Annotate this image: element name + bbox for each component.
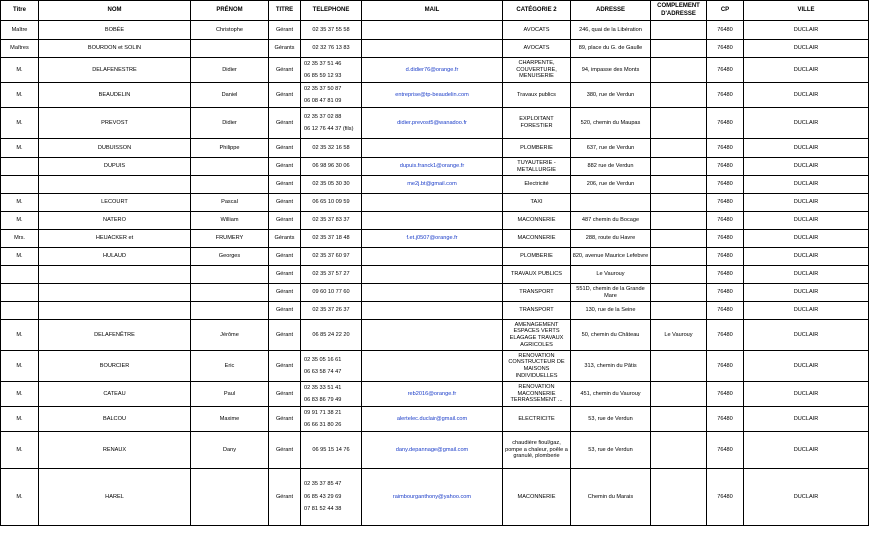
cell-ville: DUCLAIR <box>744 302 869 320</box>
cell-ville: DUCLAIR <box>744 139 869 158</box>
cell-cat: TAXI <box>503 194 571 212</box>
cell-cp: 76480 <box>707 40 744 58</box>
cell-telephone <box>301 58 362 83</box>
phone-number: 06 98 96 30 06 <box>312 163 350 170</box>
cell-telephone <box>301 21 362 40</box>
cell-titre2: Gérant <box>269 158 301 176</box>
cell-nom <box>39 284 191 302</box>
table-row <box>1 58 869 83</box>
col-adresse-header: ADRESSE <box>571 1 651 21</box>
phone-number: 02 35 37 50 87 <box>304 85 342 92</box>
cell-cp: 76480 <box>707 230 744 248</box>
cell-cp: 76480 <box>707 320 744 351</box>
cell-cat: TRANSPORT <box>503 284 571 302</box>
table-header <box>1 1 869 21</box>
col-nom-header: NOM <box>39 1 191 21</box>
cell-titre: M. <box>1 407 39 432</box>
cell-nom: LECOURT <box>39 194 191 212</box>
cell-cp: 76480 <box>707 83 744 108</box>
cell-cp: 76480 <box>707 108 744 139</box>
cell-nom: BALCOU <box>39 407 191 432</box>
cell-comp <box>651 21 707 40</box>
cell-telephone <box>301 351 362 382</box>
cell-cat: MACONNERIE <box>503 212 571 230</box>
phone-number: 06 85 24 22 20 <box>312 331 350 338</box>
col-titre2-header: TITRE <box>269 1 301 21</box>
cell-comp <box>651 407 707 432</box>
cell-titre: M. <box>1 351 39 382</box>
phone-number: 02 35 05 16 61 <box>304 356 342 363</box>
cell-telephone <box>301 469 362 526</box>
cell-prenom: FRUMERY <box>191 230 269 248</box>
cell-adresse: 130, rue de la Seine <box>571 302 651 320</box>
cell-telephone <box>301 432 362 469</box>
cell-ville: DUCLAIR <box>744 21 869 40</box>
cell-cp: 76480 <box>707 407 744 432</box>
cell-adresse: 89, place du G. de Gaulle <box>571 40 651 58</box>
cell-nom: BOBÉE <box>39 21 191 40</box>
cell-nom: NATERO <box>39 212 191 230</box>
cell-prenom <box>191 40 269 58</box>
cell-comp <box>651 248 707 266</box>
cell-comp <box>651 158 707 176</box>
cell-nom: DUBUISSON <box>39 139 191 158</box>
table-row <box>1 194 869 212</box>
phone-number: 02 35 37 26 37 <box>312 307 350 314</box>
table-row <box>1 176 869 194</box>
cell-prenom: Philippe <box>191 139 269 158</box>
table-body <box>1 21 869 526</box>
cell-prenom: Didier <box>191 108 269 139</box>
table-row <box>1 407 869 432</box>
cell-cp: 76480 <box>707 302 744 320</box>
cell-titre: M. <box>1 212 39 230</box>
cell-ville: DUCLAIR <box>744 176 869 194</box>
phone-number: 06 85 59 12 93 <box>304 72 342 79</box>
cell-comp: Le Vaurouy <box>651 320 707 351</box>
col-telephone-header: TELEPHONE <box>301 1 362 21</box>
cell-titre2: Gérant <box>269 248 301 266</box>
cell-telephone <box>301 108 362 139</box>
cell-nom <box>39 266 191 284</box>
cell-adresse: 551D, chemin de la Grande Mare <box>571 284 651 302</box>
cell-nom: DELAFENÊTRE <box>39 320 191 351</box>
col-titre-header: Titre <box>1 1 39 21</box>
cell-mail <box>362 320 503 351</box>
cell-cat: RENOVATION CONSTRUCTEUR DE MAISONS INDIVIDUELLES <box>503 351 571 382</box>
cell-ville: DUCLAIR <box>744 230 869 248</box>
cell-nom: HEUACKER et <box>39 230 191 248</box>
cell-titre2: Gérant <box>269 176 301 194</box>
cell-telephone <box>301 284 362 302</box>
cell-titre: M. <box>1 248 39 266</box>
cell-cp: 76480 <box>707 284 744 302</box>
cell-ville: DUCLAIR <box>744 407 869 432</box>
cell-titre: Maître <box>1 21 39 40</box>
cell-cp: 76480 <box>707 194 744 212</box>
cell-titre: M. <box>1 108 39 139</box>
cell-telephone <box>301 230 362 248</box>
table-row <box>1 248 869 266</box>
cell-prenom: Daniel <box>191 83 269 108</box>
phone-number: 06 66 31 80 26 <box>304 421 342 428</box>
cell-nom: HAREL <box>39 469 191 526</box>
cell-ville: DUCLAIR <box>744 108 869 139</box>
cell-mail[interactable]: reb2016@orange.fr <box>362 382 503 407</box>
cell-titre: M. <box>1 139 39 158</box>
cell-cp: 76480 <box>707 158 744 176</box>
cell-titre <box>1 176 39 194</box>
cell-prenom <box>191 302 269 320</box>
cell-adresse: 313, chemin du Pâtis <box>571 351 651 382</box>
cell-nom: RENAUX <box>39 432 191 469</box>
phone-number: 09 91 71 38 21 <box>304 409 342 416</box>
cell-mail[interactable]: alertelec.duclair@gmail.com <box>362 407 503 432</box>
cell-cat: TUYAUTERIE - METALLURGIE <box>503 158 571 176</box>
cell-telephone <box>301 176 362 194</box>
cell-comp <box>651 284 707 302</box>
cell-adresse: 50, chemin du Château <box>571 320 651 351</box>
cell-cat: RENOVATION MACONNERIE TERRASSEMENT ... <box>503 382 571 407</box>
table-row <box>1 108 869 139</box>
cell-telephone <box>301 266 362 284</box>
cell-prenom: Didier <box>191 58 269 83</box>
table-row <box>1 432 869 469</box>
cell-comp <box>651 139 707 158</box>
phone-number: 02 35 37 57 27 <box>312 271 350 278</box>
cell-cp: 76480 <box>707 139 744 158</box>
cell-telephone <box>301 382 362 407</box>
cell-titre2: Gérant <box>269 320 301 351</box>
phone-number: 09 60 10 77 60 <box>312 289 350 296</box>
phone-number: 02 35 37 83 37 <box>312 217 350 224</box>
cell-cat: AVOCATS <box>503 40 571 58</box>
cell-mail <box>362 21 503 40</box>
phone-number: 02 35 37 85 47 <box>304 480 342 487</box>
cell-telephone <box>301 212 362 230</box>
cell-cat: chaudière fioul/gaz, pompe a chaleur, poêle a granulé, plomberie <box>503 432 571 469</box>
table-row <box>1 266 869 284</box>
cell-mail <box>362 284 503 302</box>
table-row <box>1 158 869 176</box>
cell-comp <box>651 302 707 320</box>
cell-cp: 76480 <box>707 469 744 526</box>
cell-cp: 76480 <box>707 351 744 382</box>
col-cp-header: CP <box>707 1 744 21</box>
cell-prenom: William <box>191 212 269 230</box>
cell-ville: DUCLAIR <box>744 469 869 526</box>
cell-nom: BOURDON et SOLIN <box>39 40 191 58</box>
cell-nom: HULAUD <box>39 248 191 266</box>
cell-prenom <box>191 176 269 194</box>
cell-cp: 76480 <box>707 432 744 469</box>
table-row <box>1 320 869 351</box>
cell-ville: DUCLAIR <box>744 158 869 176</box>
phone-number: 02 35 37 55 58 <box>312 26 350 33</box>
cell-adresse <box>571 194 651 212</box>
cell-comp <box>651 40 707 58</box>
table-row <box>1 284 869 302</box>
cell-ville: DUCLAIR <box>744 83 869 108</box>
cell-mail <box>362 248 503 266</box>
cell-comp <box>651 432 707 469</box>
cell-telephone <box>301 248 362 266</box>
cell-adresse: Le Vaurouy <box>571 266 651 284</box>
cell-cat: TRANSPORT <box>503 302 571 320</box>
cell-prenom: Maxime <box>191 407 269 432</box>
col-prenom-header: PRÉNOM <box>191 1 269 21</box>
cell-titre: M. <box>1 382 39 407</box>
cell-telephone <box>301 158 362 176</box>
cell-adresse: 53, rue de Verdun <box>571 407 651 432</box>
phone-number: 07 81 52 44 38 <box>304 506 342 513</box>
cell-titre2: Gérant <box>269 83 301 108</box>
col-complement-header: COMPLEMENT D'ADRESSE <box>651 1 707 21</box>
cell-adresse: 94, impasse des Monts <box>571 58 651 83</box>
cell-comp <box>651 58 707 83</box>
cell-mail <box>362 212 503 230</box>
cell-cp: 76480 <box>707 266 744 284</box>
phone-number: 02 32 76 13 83 <box>312 45 350 52</box>
cell-prenom: Eric <box>191 351 269 382</box>
cell-adresse: 520, chemin du Maupas <box>571 108 651 139</box>
cell-ville: DUCLAIR <box>744 248 869 266</box>
cell-mail <box>362 266 503 284</box>
table-row <box>1 302 869 320</box>
table-row <box>1 382 869 407</box>
cell-nom: DUPUIS <box>39 158 191 176</box>
cell-cat: MACONNERIE <box>503 469 571 526</box>
cell-prenom: Christophe <box>191 21 269 40</box>
table-row <box>1 83 869 108</box>
phone-number: 02 35 37 02 88 <box>304 113 342 120</box>
table-row <box>1 469 869 526</box>
cell-titre2: Gérant <box>269 407 301 432</box>
cell-cat: CHARPENTE, COUVERTURE, MENUISERIE <box>503 58 571 83</box>
phone-number: 02 35 37 60 97 <box>312 253 350 260</box>
cell-comp <box>651 230 707 248</box>
cell-titre <box>1 158 39 176</box>
cell-adresse: 820, avenue Maurice Lefebvre <box>571 248 651 266</box>
phone-number: 02 35 05 30 30 <box>312 181 350 188</box>
table-row <box>1 139 869 158</box>
phone-number: 02 35 37 51 46 <box>304 60 342 67</box>
cell-mail[interactable]: dany.depannage@gmail.com <box>362 432 503 469</box>
cell-cat: PLOMBERIE <box>503 139 571 158</box>
cell-titre: M. <box>1 320 39 351</box>
cell-comp <box>651 194 707 212</box>
cell-nom: PREVOST <box>39 108 191 139</box>
table-row <box>1 351 869 382</box>
cell-comp <box>651 176 707 194</box>
cell-adresse: 288, route du Havre <box>571 230 651 248</box>
cell-titre2: Gérants <box>269 230 301 248</box>
cell-mail <box>362 302 503 320</box>
cell-adresse: 487 chemin du Bocage <box>571 212 651 230</box>
cell-titre2: Gérant <box>269 212 301 230</box>
phone-number: 02 35 33 51 41 <box>304 384 342 391</box>
cell-prenom <box>191 158 269 176</box>
cell-cat: Travaux publics <box>503 83 571 108</box>
cell-cat: TRAVAUX PUBLICS <box>503 266 571 284</box>
cell-titre2: Gérant <box>269 139 301 158</box>
cell-telephone <box>301 302 362 320</box>
phone-number: 06 85 43 29 69 <box>304 493 342 500</box>
cell-cp: 76480 <box>707 58 744 83</box>
cell-cat: ELECTRICITE <box>503 407 571 432</box>
cell-adresse: 246, quai de la Libération <box>571 21 651 40</box>
cell-titre2: Gérant <box>269 21 301 40</box>
cell-titre2: Gérant <box>269 351 301 382</box>
cell-prenom: Jérôme <box>191 320 269 351</box>
cell-titre: M. <box>1 194 39 212</box>
cell-cp: 76480 <box>707 212 744 230</box>
cell-mail[interactable]: d.didier76@orange.fr <box>362 58 503 83</box>
cell-adresse: 451, chemin du Vaurouy <box>571 382 651 407</box>
cell-adresse: 380, rue de Verdun <box>571 83 651 108</box>
cell-mail <box>362 351 503 382</box>
cell-nom: DELAFENESTRE <box>39 58 191 83</box>
cell-mail <box>362 194 503 212</box>
cell-titre2: Gérant <box>269 284 301 302</box>
cell-ville: DUCLAIR <box>744 382 869 407</box>
cell-ville: DUCLAIR <box>744 284 869 302</box>
cell-mail[interactable]: me2j.bt@gmail.com <box>362 176 503 194</box>
cell-nom <box>39 302 191 320</box>
cell-telephone <box>301 407 362 432</box>
cell-titre <box>1 284 39 302</box>
phone-number: 06 83 86 79 49 <box>304 396 342 403</box>
cell-cp: 76480 <box>707 248 744 266</box>
cell-ville: DUCLAIR <box>744 194 869 212</box>
cell-cat: Electricité <box>503 176 571 194</box>
cell-adresse: 206, rue de Verdun <box>571 176 651 194</box>
cell-mail[interactable]: f.et.j0507@orange.fr <box>362 230 503 248</box>
header-row <box>1 1 869 21</box>
cell-titre2: Gérant <box>269 302 301 320</box>
cell-titre <box>1 266 39 284</box>
cell-comp <box>651 266 707 284</box>
cell-nom <box>39 176 191 194</box>
cell-adresse: 53, rue de Verdun <box>571 432 651 469</box>
cell-cp: 76480 <box>707 176 744 194</box>
cell-comp <box>651 469 707 526</box>
cell-titre <box>1 302 39 320</box>
cell-mail[interactable]: dupuis.franck1@orange.fr <box>362 158 503 176</box>
cell-titre2: Gérant <box>269 58 301 83</box>
cell-adresse: Chemin du Marais <box>571 469 651 526</box>
cell-prenom <box>191 284 269 302</box>
cell-cp: 76480 <box>707 21 744 40</box>
cell-titre2: Gérant <box>269 469 301 526</box>
cell-comp <box>651 212 707 230</box>
cell-ville: DUCLAIR <box>744 432 869 469</box>
cell-adresse: 882 rue de Verdun <box>571 158 651 176</box>
phone-number: 02 35 37 18 48 <box>312 235 350 242</box>
cell-titre2: Gérant <box>269 266 301 284</box>
cell-ville: DUCLAIR <box>744 351 869 382</box>
cell-adresse: 637, rue de Verdun <box>571 139 651 158</box>
cell-titre2: Gérant <box>269 194 301 212</box>
cell-comp <box>651 83 707 108</box>
cell-ville: DUCLAIR <box>744 212 869 230</box>
cell-cat: EXPLOITANT FORESTIER <box>503 108 571 139</box>
cell-telephone <box>301 40 362 58</box>
cell-mail <box>362 40 503 58</box>
cell-cat: AMENAGEMENT ESPACES VERTS ELAGAGE TRAVAUX AGRICOLES <box>503 320 571 351</box>
table-row <box>1 230 869 248</box>
cell-telephone <box>301 83 362 108</box>
cell-nom: BOURCIER <box>39 351 191 382</box>
cell-titre2: Gérant <box>269 108 301 139</box>
phone-number: 06 12 76 44 37 (fils) <box>304 125 354 132</box>
cell-mail[interactable]: didier.prevost5@wanadoo.fr <box>362 108 503 139</box>
cell-mail <box>362 139 503 158</box>
cell-prenom: Georges <box>191 248 269 266</box>
cell-cat: MACONNERIE <box>503 230 571 248</box>
cell-titre: M. <box>1 83 39 108</box>
cell-nom: BEAUDELIN <box>39 83 191 108</box>
col-mail-header: MAIL <box>362 1 503 21</box>
phone-number: 02 35 32 16 58 <box>312 144 350 151</box>
col-ville-header: VILLE <box>744 1 869 21</box>
col-categorie-header: CATÉGORIE 2 <box>503 1 571 21</box>
table-row <box>1 212 869 230</box>
cell-cat: PLOMBERIE <box>503 248 571 266</box>
cell-comp <box>651 351 707 382</box>
cell-titre: M. <box>1 469 39 526</box>
cell-prenom: Pascal <box>191 194 269 212</box>
cell-titre2: Gérant <box>269 382 301 407</box>
cell-ville: DUCLAIR <box>744 58 869 83</box>
cell-ville: DUCLAIR <box>744 320 869 351</box>
table-row <box>1 40 869 58</box>
cell-telephone <box>301 139 362 158</box>
cell-titre2: Gérants <box>269 40 301 58</box>
cell-mail[interactable]: raimbourganthony@yahoo.com <box>362 469 503 526</box>
cell-ville: DUCLAIR <box>744 266 869 284</box>
cell-prenom <box>191 266 269 284</box>
cell-cp: 76480 <box>707 382 744 407</box>
cell-prenom <box>191 469 269 526</box>
phone-number: 06 08 47 81 09 <box>304 97 342 104</box>
cell-cat: AVOCATS <box>503 21 571 40</box>
cell-comp <box>651 108 707 139</box>
phone-number: 06 65 10 09 59 <box>312 199 350 206</box>
cell-ville: DUCLAIR <box>744 40 869 58</box>
cell-prenom: Dany <box>191 432 269 469</box>
cell-titre: M. <box>1 432 39 469</box>
cell-titre: Mrs. <box>1 230 39 248</box>
cell-titre: M. <box>1 58 39 83</box>
phone-number: 06 63 58 74 47 <box>304 368 342 375</box>
cell-comp <box>651 382 707 407</box>
cell-nom: CATEAU <box>39 382 191 407</box>
cell-telephone <box>301 320 362 351</box>
table-row <box>1 21 869 40</box>
cell-titre2: Gérant <box>269 432 301 469</box>
cell-prenom: Paul <box>191 382 269 407</box>
phone-number: 06 95 15 14 76 <box>312 446 350 453</box>
cell-titre: Maîtres <box>1 40 39 58</box>
cell-mail[interactable]: entreprise@tp-beaudelin.com <box>362 83 503 108</box>
cell-telephone <box>301 194 362 212</box>
